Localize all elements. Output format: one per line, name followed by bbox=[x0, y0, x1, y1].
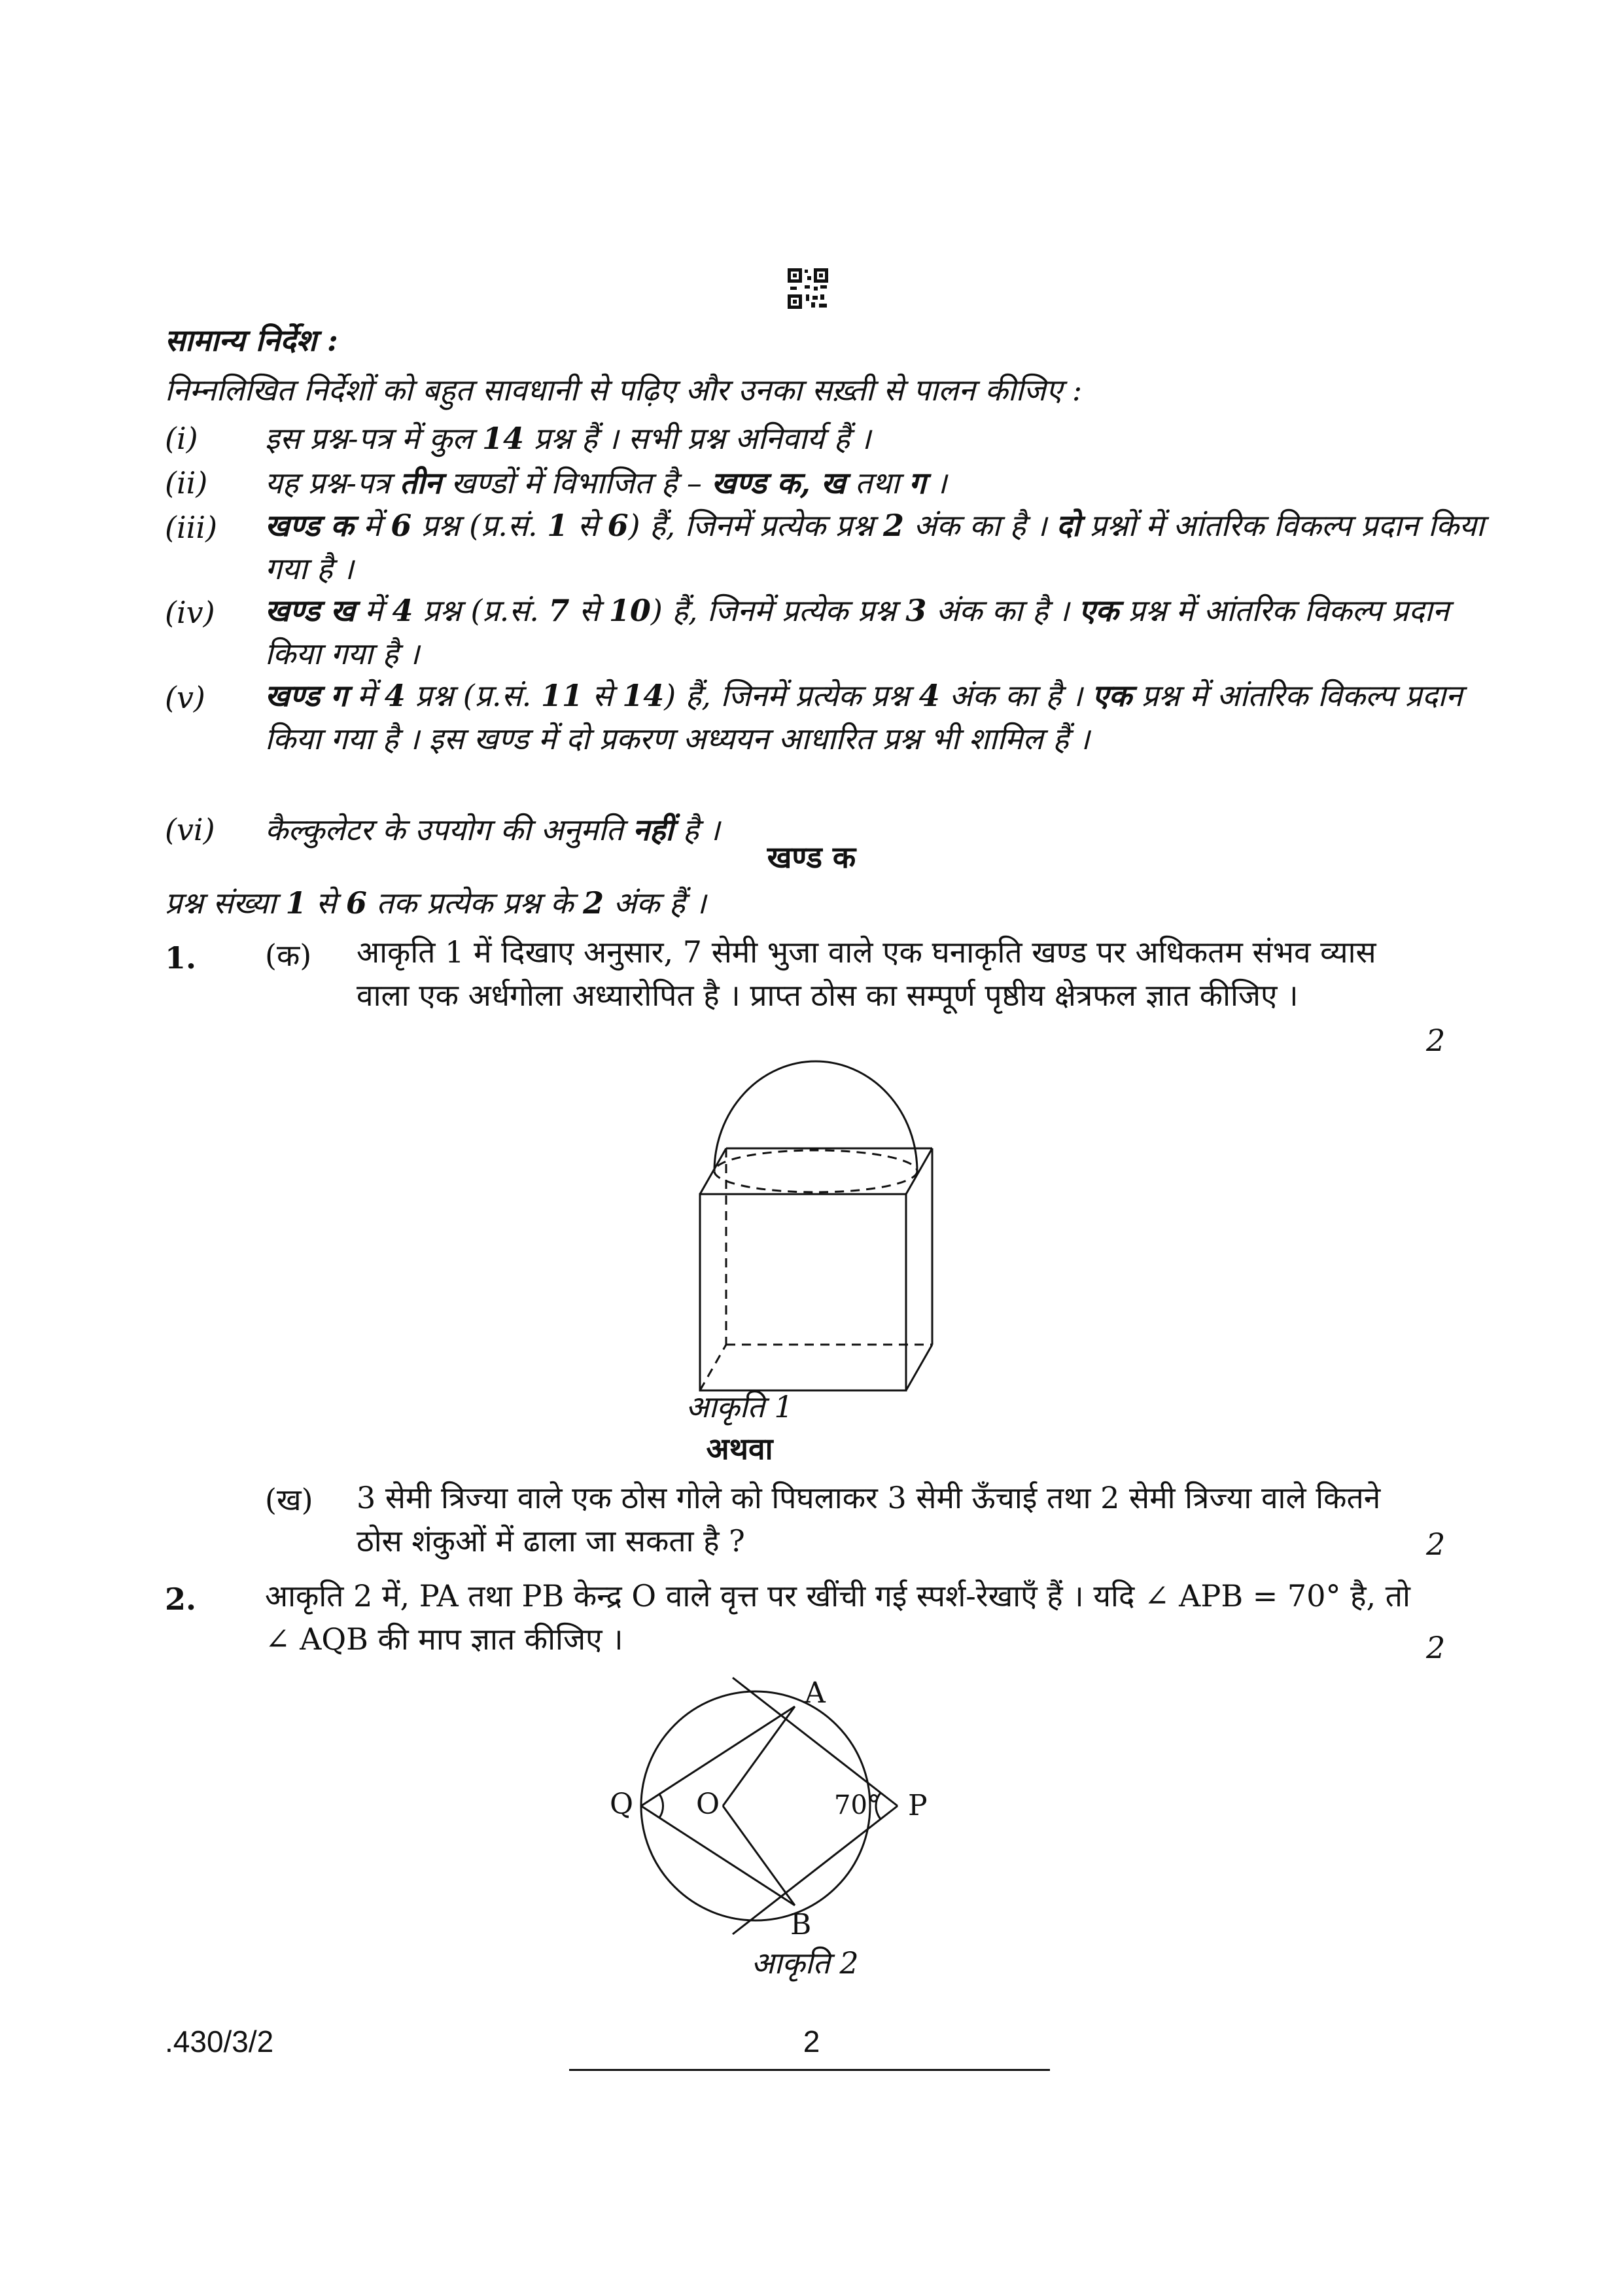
qr-code bbox=[788, 268, 828, 309]
general-instructions-title: सामान्य निर्देश : bbox=[165, 323, 338, 358]
question-marks: 2 bbox=[1426, 1023, 1446, 1058]
figure-1-cube-hemisphere bbox=[680, 1053, 942, 1394]
instruction-text: कैल्कुलेटर के उपयोग की अनुमति नहीं है । bbox=[265, 812, 720, 847]
question-number: 1. bbox=[165, 940, 197, 976]
instruction-number: (iv) bbox=[165, 595, 215, 630]
instruction-number: (iii) bbox=[165, 510, 218, 545]
point-label-q: Q bbox=[610, 1788, 634, 1821]
question-marks: 2 bbox=[1426, 1527, 1446, 1562]
section-title: खण्ड क bbox=[767, 839, 856, 875]
point-label-a: A bbox=[805, 1676, 826, 1710]
point-label-b: B bbox=[790, 1908, 812, 1941]
instruction-number: (i) bbox=[165, 421, 198, 456]
section-instruction: प्रश्न संख्या 1 से 6 तक प्रत्येक प्रश्न के 2 अंक हैं । bbox=[165, 885, 707, 921]
general-instructions-intro: निम्नलिखित निर्देशों को बहुत सावधानी से पढ़िए और उनका सख़्ती से पालन कीजिए : bbox=[165, 372, 1083, 408]
point-label-p: P bbox=[908, 1789, 928, 1822]
footer-rule bbox=[569, 2069, 1050, 2071]
question-part-label: (क) bbox=[265, 938, 312, 973]
question-marks: 2 bbox=[1426, 1630, 1446, 1665]
instruction-text: खण्ड ग में 4 प्रश्न (प्र.सं. 11 से 14) हैं, जिनमें प्रत्येक प्रश्न 4 अंक का है । एक प्रश्न में आंतरिक विकल्प प्रदान किया गया है । इस खण्ड में दो प्रकरण अध्ययन आधारित प्रश्न भी शामिल हैं । bbox=[265, 678, 1463, 756]
question-number: 2. bbox=[165, 1581, 197, 1617]
instruction-text: इस प्रश्न-पत्र में कुल 14 प्रश्न हैं । सभी प्रश्न अनिवार्य हैं । bbox=[265, 421, 871, 456]
figure-1-caption: आकृति 1 bbox=[686, 1389, 794, 1424]
question-text: 3 सेमी त्रिज्या वाले एक ठोस गोले को पिघलाकर 3 सेमी ऊँचाई तथा 2 सेमी त्रिज्या वाले कितने ठोस शंकुओं में ढाला जा सकता है ? bbox=[357, 1480, 1381, 1559]
figure-2-circle-tangents bbox=[576, 1675, 981, 1943]
instruction-text: यह प्रश्न-पत्र तीन खण्डों में विभाजित है – खण्ड क, ख तथा ग । bbox=[265, 465, 947, 501]
question-text: आकृति 2 में, PA तथा PB केन्द्र O वाले वृत्त पर खींची गई स्पर्श-रेखाएँ हैं । यदि ∠ APB = 70° है, तो ∠ AQB की माप ज्ञात कीजिए । bbox=[265, 1578, 1410, 1657]
point-label-o: O bbox=[696, 1788, 720, 1821]
page-number: 2 bbox=[803, 2024, 820, 2058]
instruction-number: (v) bbox=[165, 680, 205, 715]
paper-code: .430/3/2 bbox=[165, 2024, 274, 2058]
angle-label: 70° bbox=[834, 1790, 881, 1820]
instruction-text: खण्ड क में 6 प्रश्न (प्र.सं. 1 से 6) हैं, जिनमें प्रत्येक प्रश्न 2 अंक का है । दो प्रश्नों में आंतरिक विकल्प प्रदान किया गया है । bbox=[265, 508, 1484, 586]
or-label: अथवा bbox=[706, 1431, 773, 1466]
question-text: आकृति 1 में दिखाए अनुसार, 7 सेमी भुजा वाले एक घनाकृति खण्ड पर अधिकतम संभव व्यास वाला एक अर्धगोला अध्यारोपित है । प्राप्त ठोस का सम्पूर्ण पृष्ठीय क्षेत्रफल ज्ञात कीजिए । bbox=[357, 934, 1376, 1013]
question-part-label: (ख) bbox=[265, 1482, 313, 1517]
figure-2-caption: आकृति 2 bbox=[751, 1945, 859, 1981]
instruction-number: (vi) bbox=[165, 812, 215, 847]
instruction-text: खण्ड ख में 4 प्रश्न (प्र.सं. 7 से 10) हैं, जिनमें प्रत्येक प्रश्न 3 अंक का है । एक प्रश्न में आंतरिक विकल्प प्रदान किया गया है । bbox=[265, 593, 1450, 671]
instruction-number: (ii) bbox=[165, 465, 208, 501]
